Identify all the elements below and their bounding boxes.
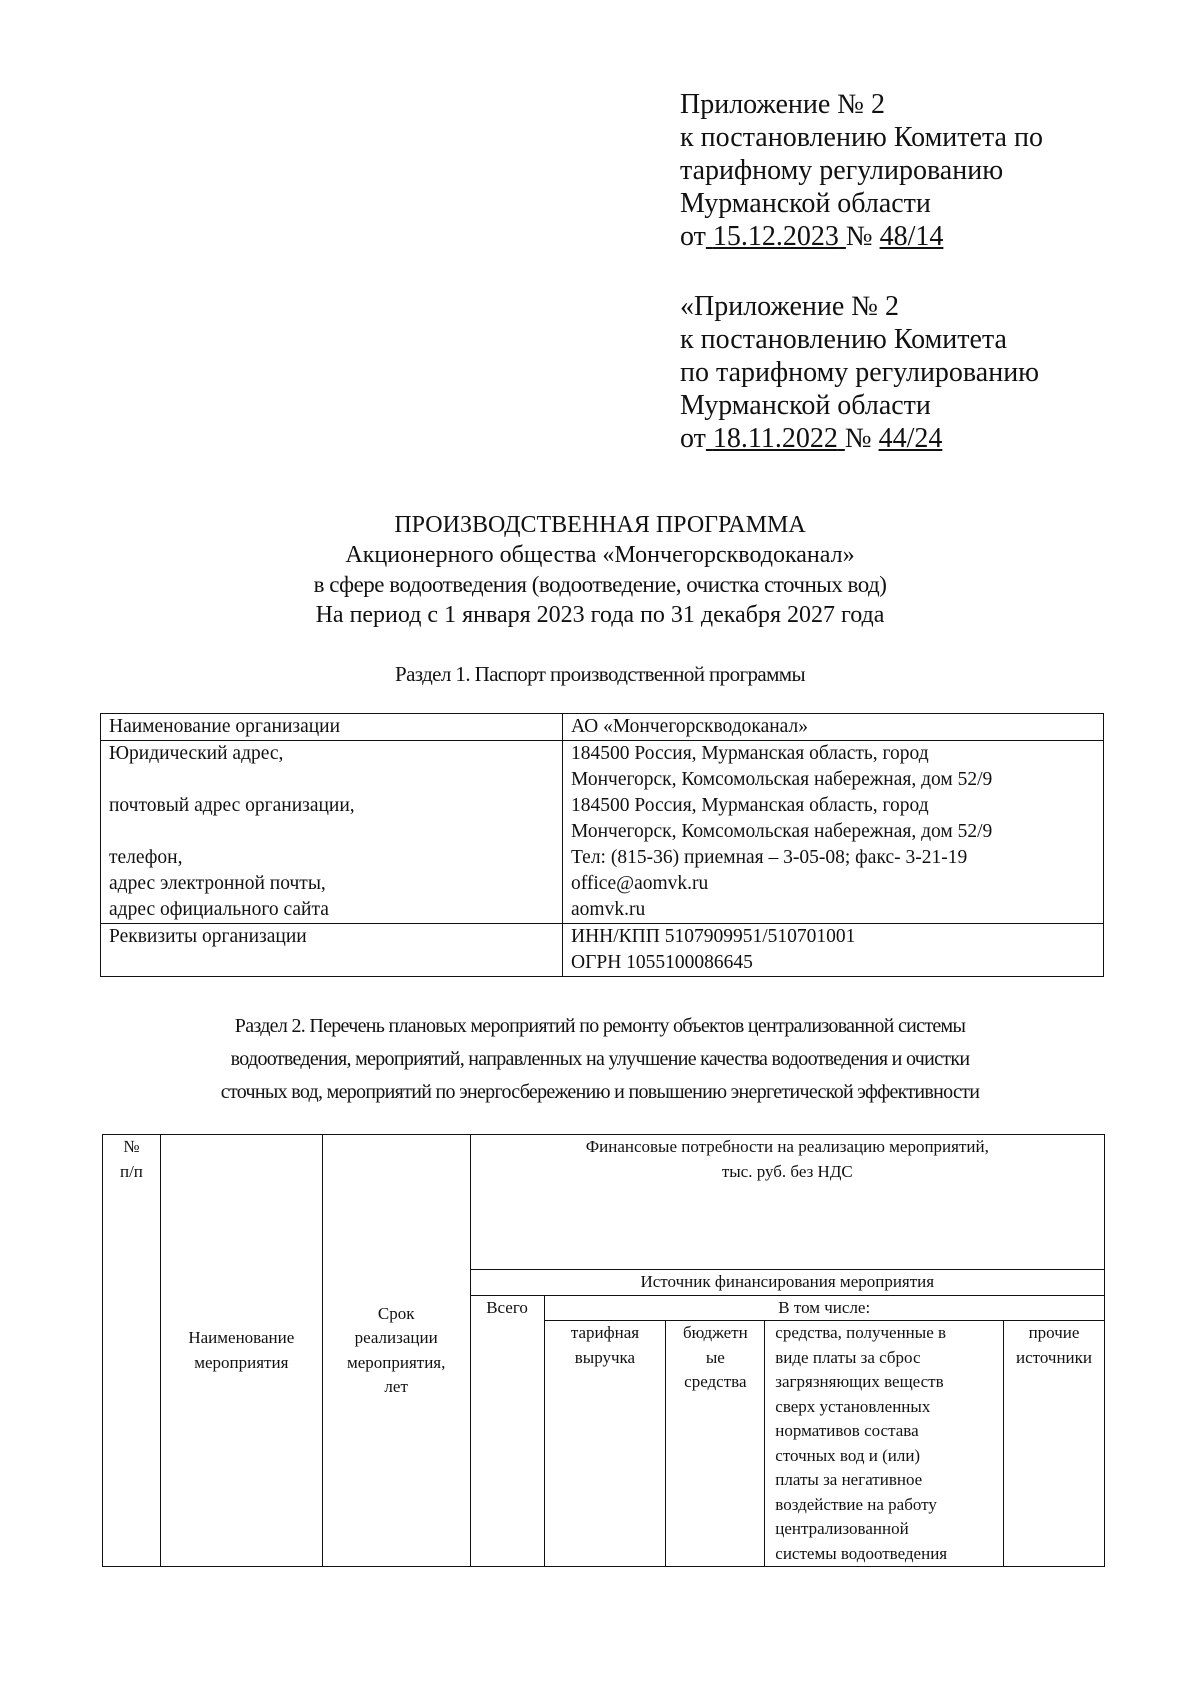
appendix-line: тарифному регулированию xyxy=(680,155,1004,186)
title-line: ПРОИЗВОДСТВЕННАЯ ПРОГРАММА xyxy=(394,512,806,538)
header-line: лет xyxy=(384,1377,408,1396)
header-line: централизованной xyxy=(775,1519,909,1538)
col-tariff-header xyxy=(544,1321,666,1567)
cell-line: aomvk.ru xyxy=(571,899,646,920)
section2-heading xyxy=(0,1010,1200,1109)
appendix-date-line xyxy=(680,220,1043,253)
header-line: прочие xyxy=(1028,1323,1080,1342)
resolution-date: 18.11.2022 xyxy=(712,423,838,454)
header-line: средства xyxy=(684,1372,747,1391)
cell-line: адрес электронной почты, xyxy=(109,873,326,894)
table-cell: Наименование организации xyxy=(101,714,563,741)
header-line: мероприятия xyxy=(194,1352,289,1372)
header-line: воздействие на работу xyxy=(775,1494,937,1514)
table-cell: Реквизиты организации xyxy=(101,924,563,977)
heading-line: Раздел 2. Перечень плановых мероприятий по ремонту объектов централизованной системы xyxy=(234,1015,966,1037)
appendix-line: по тарифному регулированию xyxy=(680,357,1040,388)
section1-heading: Раздел 1. Паспорт производственной программы xyxy=(394,662,805,686)
table-row xyxy=(101,924,1104,977)
col-other-header xyxy=(1003,1321,1104,1567)
header-line: нормативов состава xyxy=(775,1421,919,1440)
resolution-date: 15.12.2023 xyxy=(712,221,839,252)
table-row xyxy=(103,1135,1105,1270)
including-header: В том числе: xyxy=(544,1295,1104,1321)
cell-line: Юридический адрес, xyxy=(109,743,284,764)
header-line: сточных вод и (или) xyxy=(775,1445,921,1465)
header-line: Финансовые потребности на реализацию мероприятий, xyxy=(585,1137,989,1156)
appendix-line: к постановлению Комитета xyxy=(680,324,1007,355)
header-line: тарифная xyxy=(570,1323,640,1342)
col-name-header xyxy=(160,1135,322,1567)
title-line: Акционерного общества «Мончегорскводоканал» xyxy=(345,542,855,568)
number-prefix: № xyxy=(844,423,872,454)
cell-line: 184500 Россия, Мурманская область, город xyxy=(571,795,929,816)
number-prefix: № xyxy=(845,221,873,252)
header-line: мероприятия, xyxy=(346,1352,446,1372)
cell-line: office@aomvk.ru xyxy=(571,873,709,894)
table-cell xyxy=(563,924,1104,977)
col-budget-header xyxy=(666,1321,765,1567)
header-line: тыс. руб. без НДС xyxy=(721,1161,853,1181)
title-line: в сфере водоотведения (водоотведение, очистка сточных вод) xyxy=(313,572,887,597)
header-line: Срок xyxy=(377,1303,415,1323)
header-line: средства, полученные в xyxy=(775,1323,947,1342)
col-number-header xyxy=(103,1135,161,1567)
cell-line: ОГРН 1055100086645 xyxy=(571,952,753,973)
table-row xyxy=(101,741,1104,924)
cell-line: телефон, xyxy=(109,847,183,868)
header-line: бюджетн xyxy=(682,1323,748,1342)
appendix-header-current xyxy=(680,88,1043,253)
cell-line: адрес официального сайта xyxy=(109,899,329,920)
appendix-date-line xyxy=(680,422,1039,455)
table-cell: АО «Мончегорскводоканал» xyxy=(563,714,1104,741)
appendix-line: «Приложение № 2 xyxy=(680,291,899,322)
date-prefix: от xyxy=(680,423,706,454)
appendix-line: Мурманской области xyxy=(680,390,931,421)
cell-line: Тел: (815-36) приемная – 3-05-08; факс- 3-21-19 xyxy=(571,847,968,868)
events-table xyxy=(102,1134,1105,1567)
col-term-header xyxy=(322,1135,470,1567)
cell-line: ИНН/КПП 5107909951/510701001 xyxy=(571,926,856,947)
header-line: п/п xyxy=(119,1161,143,1181)
header-line: сверх установленных xyxy=(775,1396,931,1416)
date-prefix: от xyxy=(680,221,706,252)
cell-line: Мончегорск, Комсомольская набережная, дом 52/9 xyxy=(571,769,993,790)
resolution-number: 44/24 xyxy=(878,423,943,454)
header-line: № xyxy=(123,1137,140,1156)
appendix-header-previous xyxy=(680,290,1039,455)
header-line: системы водоотведения xyxy=(775,1543,948,1563)
header-line: источники xyxy=(1015,1347,1092,1367)
col-fees-header xyxy=(765,1321,1004,1567)
appendix-line: Мурманской области xyxy=(680,188,931,219)
header-line: выручка xyxy=(574,1347,636,1367)
header-line: реализации xyxy=(354,1328,438,1347)
cell-line: 184500 Россия, Мурманская область, город xyxy=(571,743,929,764)
cell-line: Мончегорск, Комсомольская набережная, дом 52/9 xyxy=(571,821,993,842)
financial-needs-header xyxy=(470,1135,1104,1270)
heading-line: водоотведения, мероприятий, направленных на улучшение качества водоотведения и очистки xyxy=(230,1048,970,1070)
financing-source-header: Источник финансирования мероприятия xyxy=(470,1270,1104,1296)
table-cell xyxy=(101,741,563,924)
resolution-number: 48/14 xyxy=(879,221,944,252)
header-line: ые xyxy=(705,1347,725,1367)
header-line: загрязняющих веществ xyxy=(775,1372,944,1391)
table-row xyxy=(101,714,1104,741)
cell-line: почтовый адрес организации, xyxy=(109,795,355,816)
header-line: Наименование xyxy=(188,1328,295,1347)
heading-line: сточных вод, мероприятий по энергосбережению и повышению энергетической эффективности xyxy=(220,1081,980,1103)
title-line: На период с 1 января 2023 года по 31 декабря 2027 года xyxy=(315,602,885,628)
header-line: платы за негативное xyxy=(775,1470,923,1489)
program-title xyxy=(0,510,1200,630)
col-total-header: Всего xyxy=(470,1295,544,1567)
passport-table xyxy=(100,713,1104,977)
appendix-line: к постановлению Комитета по xyxy=(680,122,1043,153)
appendix-line: Приложение № 2 xyxy=(680,89,885,120)
header-line: виде платы за сброс xyxy=(775,1347,921,1367)
table-cell xyxy=(563,741,1104,924)
